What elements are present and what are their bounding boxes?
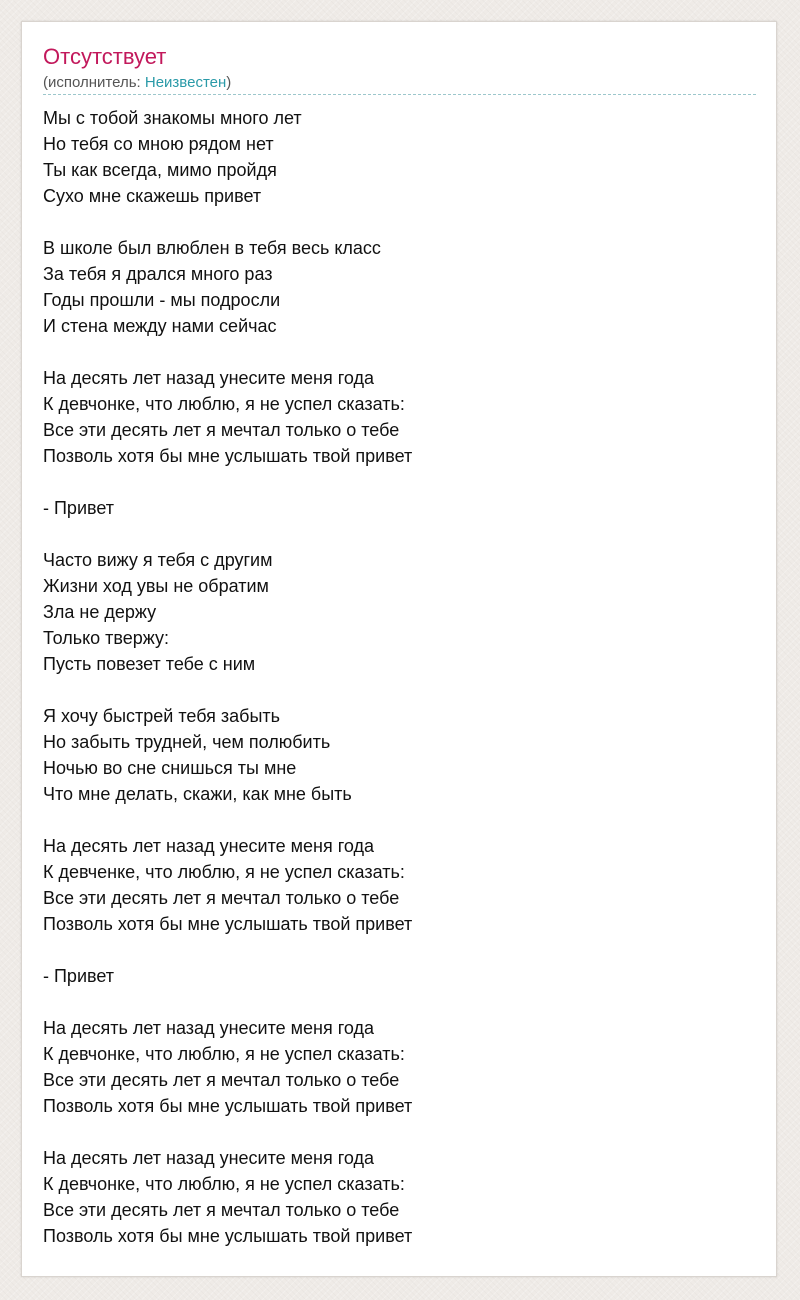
lyrics-card (21, 21, 777, 1277)
artist-link[interactable]: Неизвестен (144, 74, 227, 91)
artist-prefix: (исполнитель: (43, 74, 145, 91)
artist-suffix: ) (226, 74, 232, 91)
lyrics-text: Мы с тобой знакомы много лет Но тебя со мною рядом нет Ты как всегда, мимо пройдя Сухо мне скажешь привет В школе был влюблен в тебя весь класс За тебя я дрался много раз Годы прошли - мы подросли И стена между нами сейчас На десять лет назад унесите меня года К девчонке, что люблю, я не успел сказать: Все эти десять лет я мечтал только о тебе Позволь хотя бы мне услышать твой привет - Привет Часто вижу я тебя с другим Жизни ход увы не обратим Зла не держу Только твержу: Пусть повезет тебе с ним Я хочу быстрей тебя забыть Но забыть трудней, чем полюбить Ночью во сне снишься ты мне Что мне делать, скажи, как мне быть На десять лет назад унесите меня года К девченке, что люблю, я не успел сказать: Все эти десять лет я мечтал только о тебе Позволь хотя бы мне услышать твой привет - Привет На десять лет назад унесите меня года К девчонке, что люблю, я не успел сказать: Все эти десять лет я мечтал только о тебе Позволь хотя бы мне услышать твой привет На десять лет назад унесите меня года К девчонке, что люблю, я не успел сказать: Все эти десять лет я мечтал только о тебе Позволь хотя бы мне услышать твой привет (43, 108, 413, 1246)
song-title: Отсутствует (43, 44, 167, 69)
artist-line (43, 73, 231, 93)
header-divider (43, 94, 756, 95)
